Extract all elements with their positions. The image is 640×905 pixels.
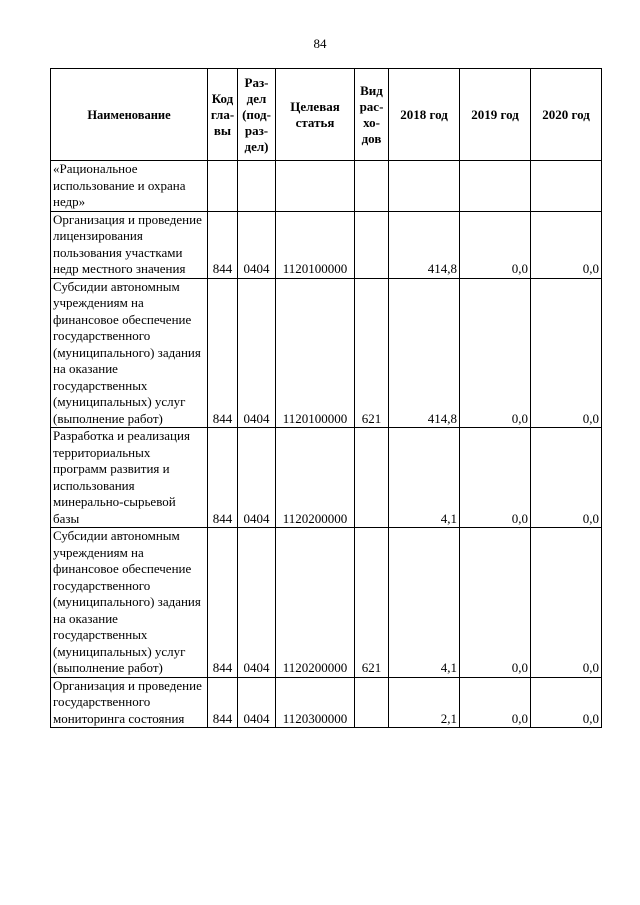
row-celevaya	[276, 161, 355, 212]
row-name: Организация и проведение лицензирования пользования участками недр местного значения	[51, 211, 208, 278]
row-name: «Рациональное использование и охрана недр»	[51, 161, 208, 212]
row-2018: 414,8	[389, 278, 460, 428]
row-vid: 621	[355, 528, 389, 678]
table-header-row	[51, 69, 602, 161]
row-2018: 2,1	[389, 677, 460, 728]
row-2020: 0,0	[531, 211, 602, 278]
table-row	[51, 428, 602, 528]
row-2019: 0,0	[460, 677, 531, 728]
row-name: Организация и проведение государственного мониторинга состояния	[51, 677, 208, 728]
table-row	[51, 211, 602, 278]
header-kod-glavy: Код гла-вы	[208, 69, 238, 161]
header-2019: 2019 год	[460, 69, 531, 161]
row-razdel	[238, 161, 276, 212]
row-2020: 0,0	[531, 528, 602, 678]
row-2019: 0,0	[460, 211, 531, 278]
row-razdel: 0404	[238, 211, 276, 278]
row-celevaya: 1120300000	[276, 677, 355, 728]
row-2020: 0,0	[531, 677, 602, 728]
row-name: Субсидии автономным учреждениям на финансовое обеспечение государственного (муниципального) задания на оказание государственных (муниципальных) услуг (выполнение работ)	[51, 528, 208, 678]
row-vid	[355, 211, 389, 278]
header-razdel: Раз-дел (под-раз-дел)	[238, 69, 276, 161]
row-2019: 0,0	[460, 278, 531, 428]
row-celevaya: 1120100000	[276, 211, 355, 278]
header-vid-rashodov: Вид рас-хо-дов	[355, 69, 389, 161]
row-kod	[208, 161, 238, 212]
page-number: 84	[313, 36, 327, 51]
header-2020: 2020 год	[531, 69, 602, 161]
row-2019	[460, 161, 531, 212]
table-row	[51, 278, 602, 428]
header-name: Наименование	[51, 69, 208, 161]
row-razdel: 0404	[238, 278, 276, 428]
row-2019: 0,0	[460, 428, 531, 528]
row-vid: 621	[355, 278, 389, 428]
table-row	[51, 161, 602, 212]
budget-table	[50, 68, 602, 728]
row-razdel: 0404	[238, 428, 276, 528]
row-celevaya: 1120200000	[276, 528, 355, 678]
row-kod: 844	[208, 428, 238, 528]
row-2019: 0,0	[460, 528, 531, 678]
row-name: Субсидии автономным учреждениям на финансовое обеспечение государственного (муниципального) задания на оказание государственных (муниципальных) услуг (выполнение работ)	[51, 278, 208, 428]
row-2020: 0,0	[531, 428, 602, 528]
row-vid	[355, 677, 389, 728]
row-celevaya: 1120100000	[276, 278, 355, 428]
header-2018: 2018 год	[389, 69, 460, 161]
table-row	[51, 528, 602, 678]
row-2018	[389, 161, 460, 212]
header-celevaya-statya: Целевая статья	[276, 69, 355, 161]
row-vid	[355, 161, 389, 212]
row-razdel: 0404	[238, 528, 276, 678]
row-2018: 414,8	[389, 211, 460, 278]
row-2020: 0,0	[531, 278, 602, 428]
row-razdel: 0404	[238, 677, 276, 728]
table-row	[51, 677, 602, 728]
row-vid	[355, 428, 389, 528]
row-name: Разработка и реализация территориальных программ развития и использования минерально-сырьевой базы	[51, 428, 208, 528]
row-kod: 844	[208, 278, 238, 428]
row-2020	[531, 161, 602, 212]
row-2018: 4,1	[389, 428, 460, 528]
row-celevaya: 1120200000	[276, 428, 355, 528]
row-kod: 844	[208, 677, 238, 728]
row-kod: 844	[208, 211, 238, 278]
row-kod: 844	[208, 528, 238, 678]
row-2018: 4,1	[389, 528, 460, 678]
